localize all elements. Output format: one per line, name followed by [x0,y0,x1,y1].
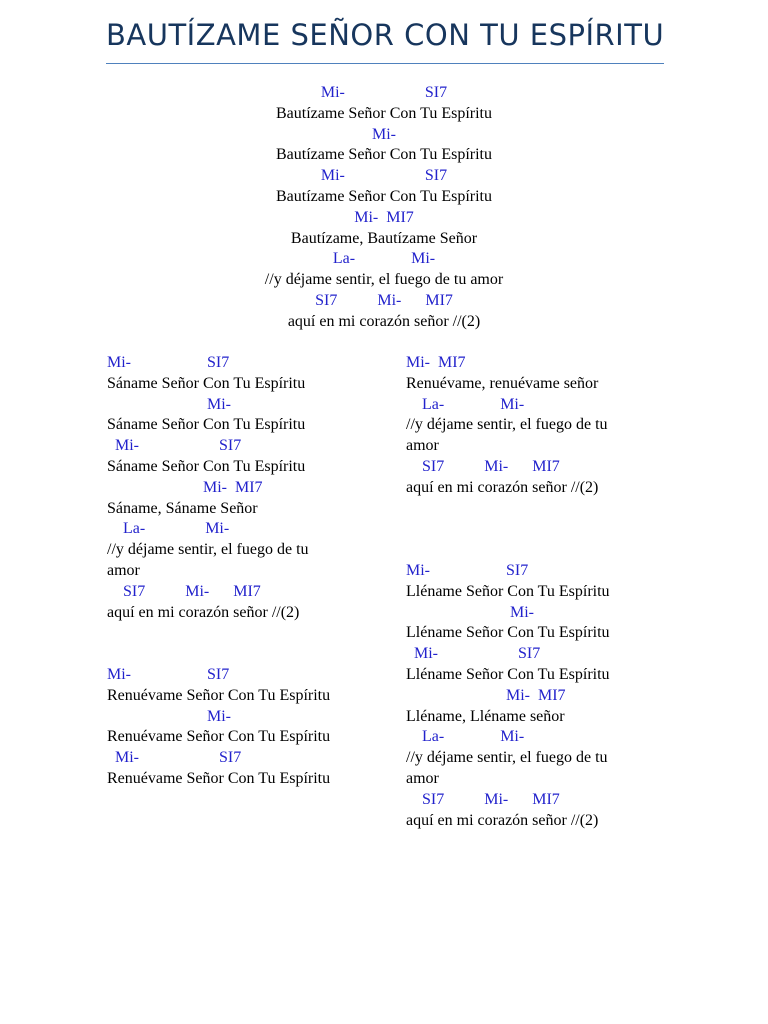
lyric-line: //y déjame sentir, el fuego de tu [107,541,309,559]
lyric-line: Sáname Señor Con Tu Espíritu [107,457,306,475]
lyric-line: Renuévame Señor Con Tu Espíritu [107,728,331,746]
lyric-line: Renuévame Señor Con Tu Espíritu [107,686,331,704]
title-underline [106,63,664,64]
chord-line: SI7 Mi- MI7 [406,457,560,475]
chord-line: La- Mi- [107,520,230,538]
lyric-line: Sáname Señor Con Tu Espíritu [107,416,306,434]
chord-line: Mi- MI7 [107,478,263,496]
lyric-line: Sáname, Sáname Señor [107,499,258,517]
chord-line: La- Mi- [332,250,436,268]
lyric-line: amor [406,769,439,787]
lyric-line: Lléname, Lléname señor [406,707,565,725]
chord-line: Mi- SI7 [320,167,448,185]
lyric-line: aquí en mi corazón señor //(2) [406,811,599,829]
lyric-line: //y déjame sentir, el fuego de tu amor [264,271,504,289]
lyric-line: aquí en mi corazón señor //(2) [107,603,300,621]
chord-line: SI7 Mi- MI7 [107,582,261,600]
chorus-block [130,83,638,333]
lyric-line: Bautízame, Bautízame Señor [290,229,478,247]
lyric-line: aquí en mi corazón señor //(2) [406,478,599,496]
chord-line: Mi- MI7 [406,686,566,704]
chord-line: Mi- [107,395,231,413]
chord-line: Mi- SI7 [107,354,230,371]
lyric-line: Sáname Señor Con Tu Espíritu [107,374,306,392]
page-title: BAUTÍZAME SEÑOR CON TU ESPÍRITU [106,18,665,52]
lyric-line: amor [107,561,140,579]
lyric-line: aquí en mi corazón señor //(2) [287,312,481,330]
right-column-verses [406,353,656,831]
blank-line [406,519,656,540]
chord-line: Mi- [372,125,396,143]
chord-line: Mi- MI7 [354,208,414,226]
lyric-line: Renuévame Señor Con Tu Espíritu [107,769,331,787]
lyric-line: //y déjame sentir, el fuego de tu [406,749,608,767]
chord-line: Mi- SI7 [107,749,242,767]
chord-line: Mi- SI7 [320,84,448,101]
lyric-line: Renuévame, renuévame señor [406,374,599,392]
lyric-line: //y déjame sentir, el fuego de tu [406,416,608,434]
blank-line [406,499,656,520]
chord-line: SI7 Mi- MI7 [406,790,560,808]
lyric-line: Bautízame Señor Con Tu Espíritu [276,187,492,205]
lyric-line: Lléname Señor Con Tu Espíritu [406,582,610,600]
left-column-verses [107,353,377,790]
chord-line: Mi- SI7 [107,437,242,455]
chord-line: Mi- [406,603,534,621]
lyric-line: Bautízame Señor Con Tu Espíritu [276,104,492,122]
chord-line: Mi- SI7 [406,645,541,663]
blank-line [406,540,656,561]
chord-line: SI7 Mi- MI7 [315,291,453,309]
lyric-line: Lléname Señor Con Tu Espíritu [406,665,610,683]
lyric-line: Lléname Señor Con Tu Espíritu [406,624,610,642]
chord-line: La- Mi- [406,728,525,746]
chord-line: Mi- SI7 [107,665,230,683]
chord-line: La- Mi- [406,395,525,413]
chord-line: Mi- MI7 [406,354,466,371]
chord-line: Mi- [107,707,231,725]
chord-line: Mi- SI7 [406,561,529,579]
lyric-line: amor [406,437,439,455]
lyric-line: Bautízame Señor Con Tu Espíritu [276,146,492,164]
blank-line [107,644,377,665]
blank-line [107,623,377,644]
